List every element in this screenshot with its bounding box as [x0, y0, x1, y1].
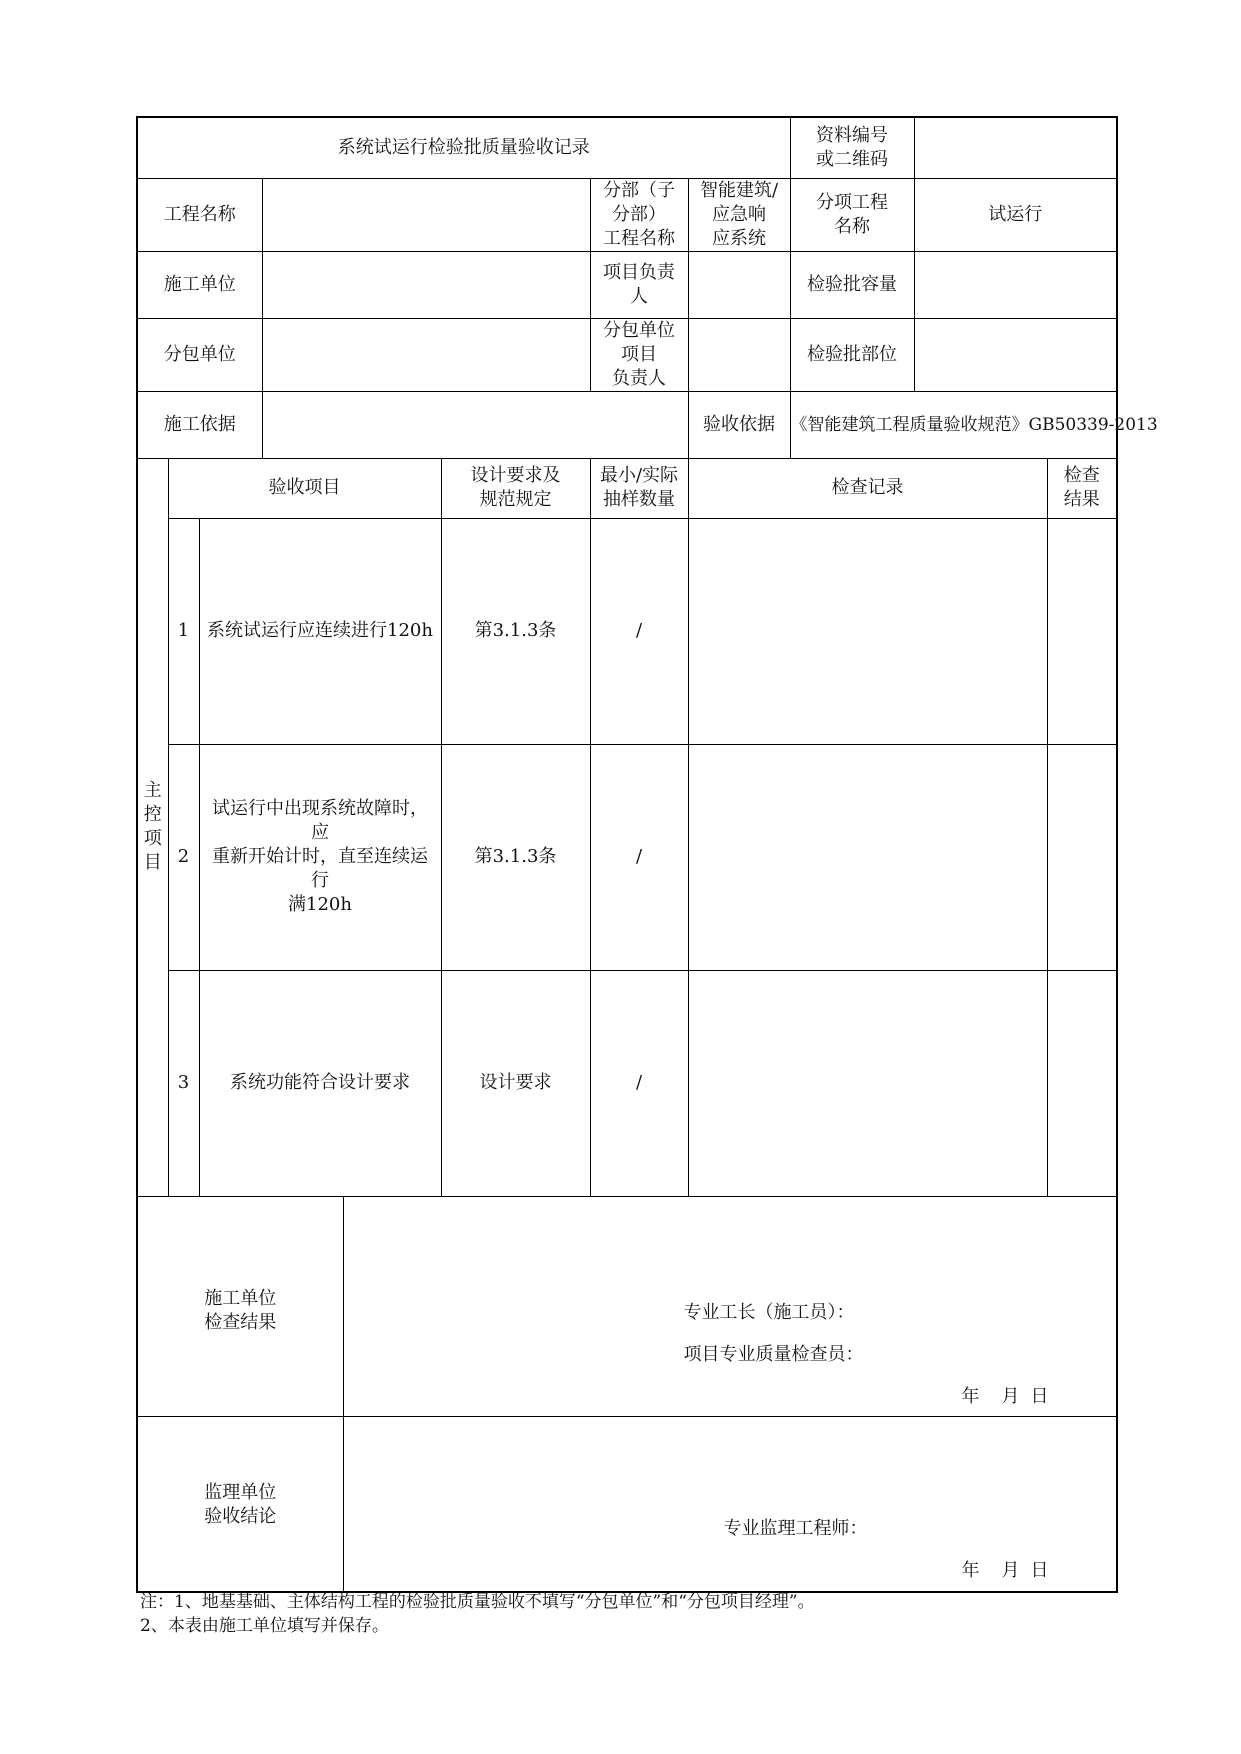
item-result[interactable]	[1047, 744, 1117, 970]
location-label: 检验批部位	[790, 318, 914, 391]
header-sample: 最小/实际 抽样数量	[590, 458, 688, 518]
supervisor-check-area[interactable]	[343, 1416, 1117, 1592]
item-record[interactable]	[688, 518, 1047, 744]
main-control-label: 主 控 项 目	[137, 458, 168, 1196]
division-label: 分部（子分部） 工程名称	[590, 178, 688, 251]
item-result[interactable]	[1047, 518, 1117, 744]
acceptance-basis-label: 验收依据	[688, 391, 790, 458]
doc-number-field[interactable]	[914, 117, 1117, 178]
item-clause: 第3.1.3条	[441, 518, 590, 744]
item-number: 1	[168, 518, 199, 744]
item-description: 系统功能符合设计要求	[199, 970, 441, 1196]
capacity-label: 检验批容量	[790, 251, 914, 318]
item-clause: 设计要求	[441, 970, 590, 1196]
item-description: 试运行中出现系统故障时，应 重新开始计时，直至连续运行 满120h	[199, 744, 441, 970]
subitem-label: 分项工程 名称	[790, 178, 914, 251]
basis-field[interactable]	[262, 391, 688, 458]
inspector-signature-line[interactable]: 项目专业质量检查员：	[683, 1343, 864, 1365]
item-result[interactable]	[1047, 970, 1117, 1196]
sub-manager-label: 分包单位项目 负责人	[590, 318, 688, 391]
supervisor-date[interactable]: 年 月 日	[961, 1559, 1049, 1581]
footnotes	[140, 1590, 815, 1638]
table-row	[137, 744, 1117, 970]
foreman-signature-line[interactable]: 专业工长（施工员）：	[683, 1301, 855, 1323]
sub-manager-field[interactable]	[688, 318, 790, 391]
header-record: 检查记录	[688, 458, 1047, 518]
contractor-date[interactable]: 年 月 日	[961, 1385, 1049, 1407]
table-row	[137, 970, 1117, 1196]
subitem-field[interactable]: 试运行	[914, 178, 1117, 251]
item-record[interactable]	[688, 744, 1047, 970]
project-name-field[interactable]	[262, 178, 590, 251]
manager-label: 项目负责人	[590, 251, 688, 318]
item-sample[interactable]: /	[590, 970, 688, 1196]
supervisor-check-label: 监理单位 验收结论	[137, 1416, 343, 1592]
item-number: 3	[168, 970, 199, 1196]
form-table	[136, 116, 1158, 1593]
note-1: 注：1、地基基础、主体结构工程的检验批质量验收不填写“分包单位”和“分包项目经理”。	[140, 1592, 815, 1612]
engineer-signature-line[interactable]: 专业监理工程师：	[723, 1517, 868, 1539]
contractor-check-area[interactable]	[343, 1196, 1117, 1416]
contractor-label: 施工单位	[137, 251, 262, 318]
item-clause: 第3.1.3条	[441, 744, 590, 970]
inspection-form	[136, 116, 1158, 1593]
basis-label: 施工依据	[137, 391, 262, 458]
manager-field[interactable]	[688, 251, 790, 318]
header-item: 验收项目	[168, 458, 441, 518]
item-sample[interactable]: /	[590, 518, 688, 744]
subcontractor-label: 分包单位	[137, 318, 262, 391]
acceptance-basis-value: 《智能建筑工程质量验收规范》GB50339-2013	[790, 391, 1117, 458]
contractor-field[interactable]	[262, 251, 590, 318]
note-2: 2、本表由施工单位填写并保存。	[140, 1616, 389, 1636]
location-field[interactable]	[914, 318, 1117, 391]
contractor-check-label: 施工单位 检查结果	[137, 1196, 343, 1416]
header-design: 设计要求及 规范规定	[441, 458, 590, 518]
doc-number-label: 资料编号 或二维码	[790, 117, 914, 178]
form-title: 系统试运行检验批质量验收记录	[137, 117, 790, 178]
subcontractor-field[interactable]	[262, 318, 590, 391]
header-result: 检查 结果	[1047, 458, 1117, 518]
capacity-field[interactable]	[914, 251, 1117, 318]
item-record[interactable]	[688, 970, 1047, 1196]
item-number: 2	[168, 744, 199, 970]
item-description: 系统试运行应连续进行120h	[199, 518, 441, 744]
item-sample[interactable]: /	[590, 744, 688, 970]
project-name-label: 工程名称	[137, 178, 262, 251]
table-row	[137, 518, 1117, 744]
division-value[interactable]: 智能建筑/应急响 应系统	[688, 178, 790, 251]
